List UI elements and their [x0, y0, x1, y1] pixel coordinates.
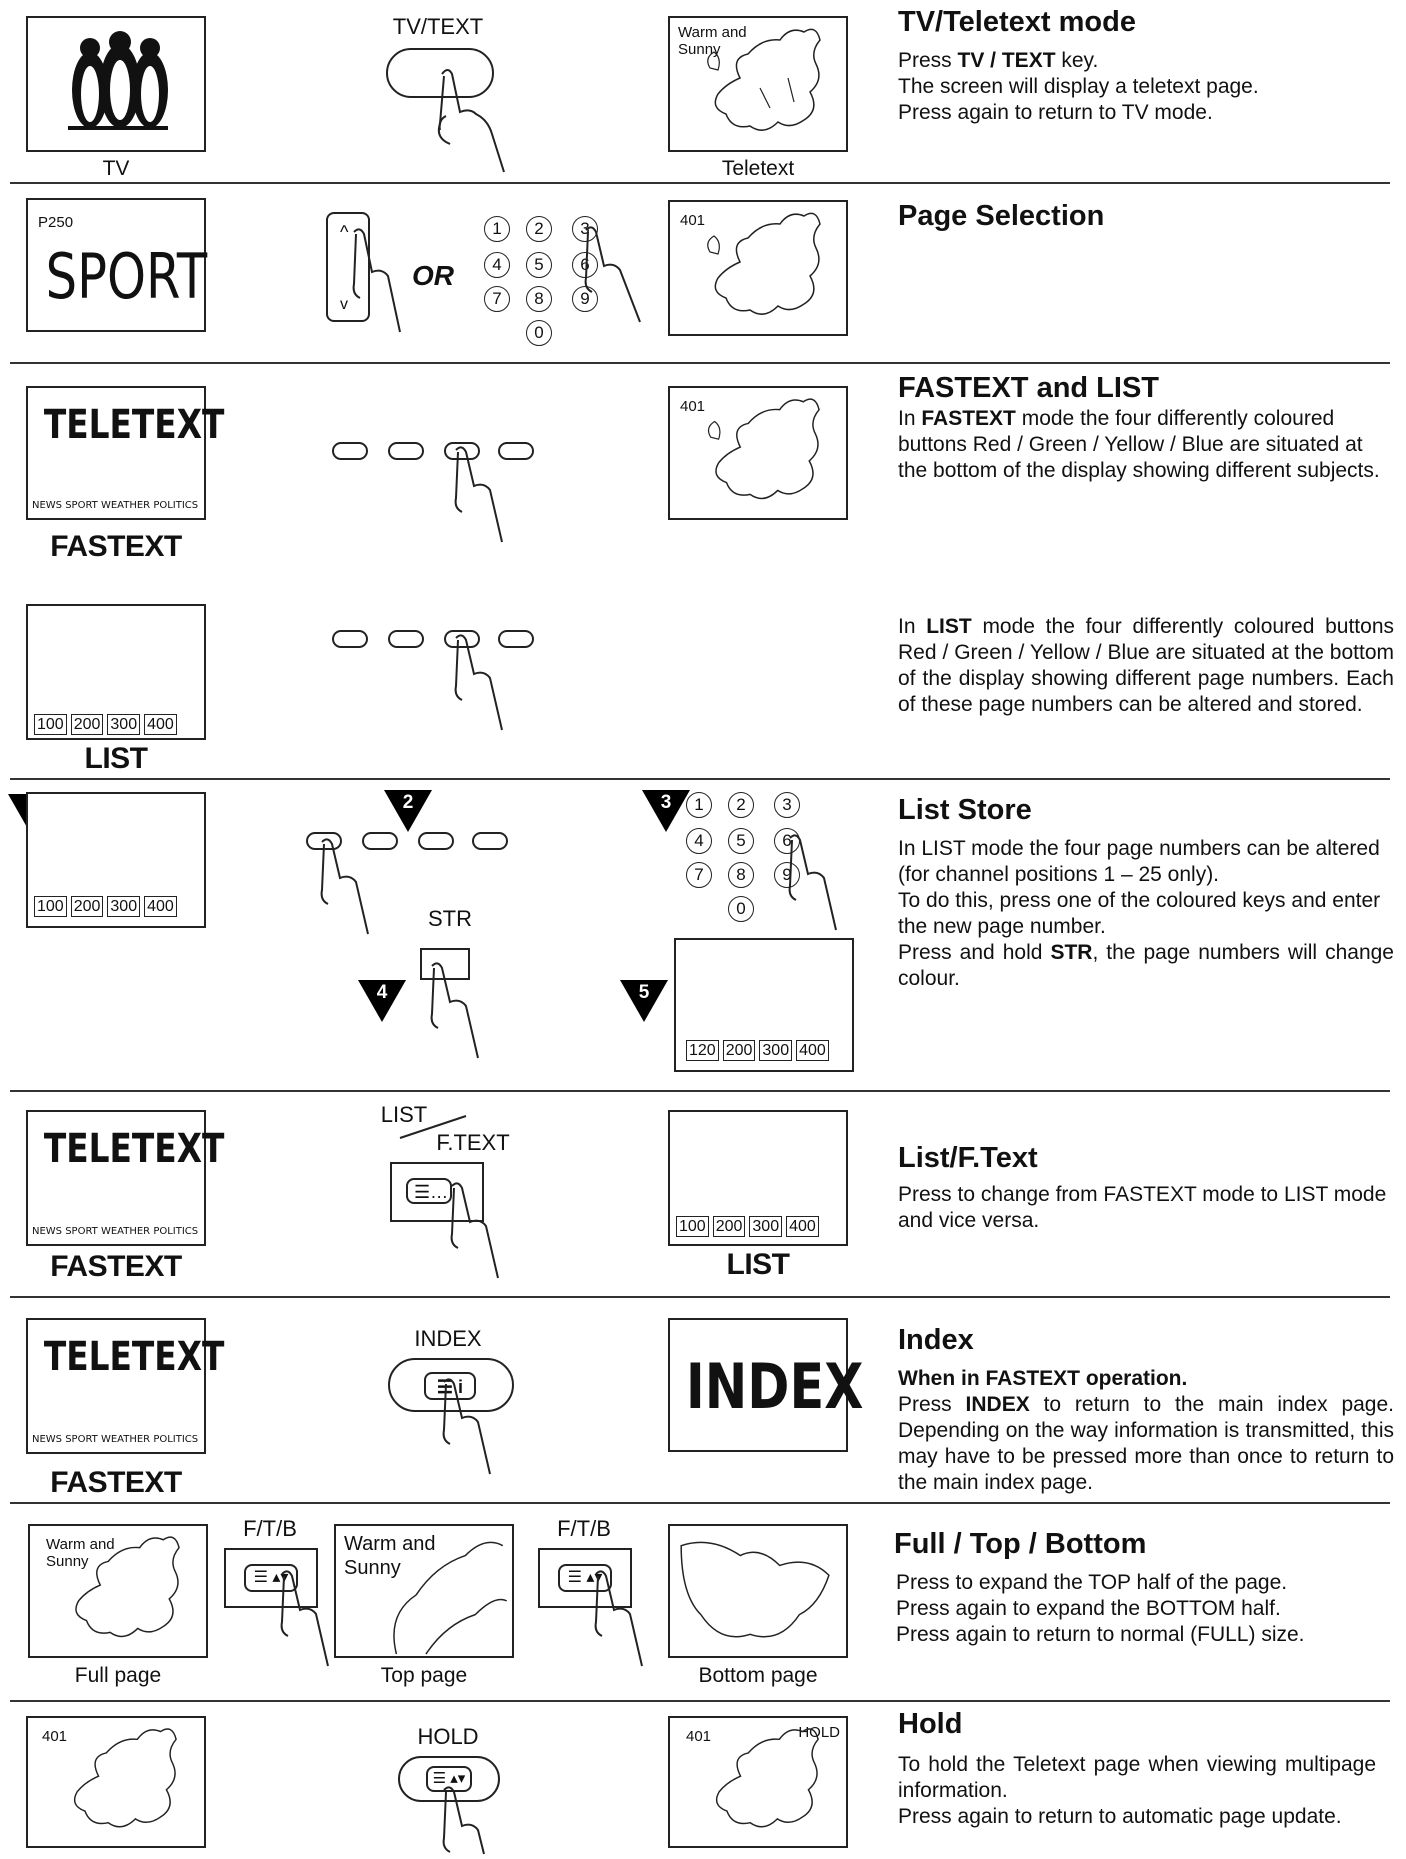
list-page-4: 400 — [144, 714, 177, 735]
list-key-icon: ☰… — [406, 1178, 452, 1204]
ftext-key-label: F.TEXT — [436, 1130, 510, 1155]
digit-key-7[interactable]: 7 — [686, 862, 712, 888]
hold-body — [898, 1752, 1376, 1830]
hand-icon — [350, 228, 410, 338]
sport-screen — [26, 198, 206, 332]
divider — [10, 1090, 1390, 1092]
digit-key-0[interactable]: 0 — [728, 896, 754, 922]
hold-screen — [668, 1716, 848, 1848]
list-page-3: 300 — [749, 1216, 782, 1237]
page-num: 401 — [680, 212, 706, 229]
digit-key-0[interactable]: 0 — [526, 320, 552, 346]
index-key-label: INDEX — [414, 1326, 482, 1351]
list-store-p3c: , the page numbers will change colour. — [898, 941, 1394, 990]
europe-map-icon — [30, 1526, 206, 1656]
digit-key-3[interactable]: 3 — [774, 792, 800, 818]
hand-icon — [786, 834, 846, 934]
digit-key-1[interactable]: 1 — [686, 792, 712, 818]
hold-title: Hold — [898, 1708, 963, 1740]
weather-text: Warm and Sunny — [46, 1536, 115, 1570]
list-text-c: mode the four differently coloured buttons Red / Green / Yellow / Blue are situated at the bottom of the display showing different page numbers. Each of these page numbers can be altered and stored. — [898, 615, 1394, 716]
page-code: P250 — [38, 214, 74, 231]
ftb-body — [896, 1570, 1392, 1648]
hand-icon — [440, 1378, 500, 1478]
or-label: OR — [412, 260, 454, 291]
page-401-screen — [668, 200, 848, 336]
fastext-caption: FASTEXT — [50, 1250, 182, 1283]
hand-icon — [278, 1570, 338, 1670]
page-selection-title: Page Selection — [898, 200, 1105, 232]
index-sub: When in FASTEXT operation. — [898, 1367, 1188, 1390]
step-number-5: 5 — [638, 982, 650, 1003]
hand-icon — [440, 1786, 490, 1856]
hold-icon: ☰ ▴▾ — [426, 1766, 472, 1792]
step-number-3: 3 — [660, 792, 672, 813]
teletext-word: TELETEXT — [43, 1334, 225, 1380]
ftb-key-label: F/T/B — [557, 1516, 611, 1541]
ftb-title: Full / Top / Bottom — [894, 1528, 1147, 1560]
new-page-2: 200 — [723, 1040, 756, 1061]
list-text-b: LIST — [926, 615, 972, 638]
tv-text-line-0c: key. — [1055, 49, 1099, 72]
teletext-screen — [668, 16, 848, 152]
list-page-4: 400 — [144, 896, 177, 917]
green-button[interactable] — [388, 630, 424, 648]
index-word: INDEX — [685, 1350, 864, 1423]
index-text-c: to return to the main index page. Depending on the way information is transmitted, this may have to be pressed more than once to return to the main index page. — [898, 1393, 1394, 1494]
ftb-line-2: Press again to return to normal (FULL) size. — [896, 1623, 1305, 1646]
fastext-title: FASTEXT and LIST — [898, 372, 1160, 404]
divider — [10, 182, 1390, 184]
digit-key-9[interactable]: 9 — [572, 286, 598, 312]
new-page-1: 120 — [686, 1040, 719, 1061]
page-num: 401 — [686, 1728, 712, 1745]
red-button[interactable] — [332, 630, 368, 648]
list-page-1: 100 — [34, 896, 67, 917]
green-button[interactable] — [388, 442, 424, 460]
ftb-icon: ☰ ▴▾ — [558, 1564, 612, 1592]
tv-text-line-0b: TV / TEXT — [957, 49, 1056, 72]
page-401-screen — [668, 386, 848, 520]
fastext-caption: FASTEXT — [50, 530, 182, 563]
list-page-2: 200 — [713, 1216, 746, 1237]
list-page-numbers — [676, 1216, 819, 1237]
index-screen — [668, 1318, 864, 1452]
hand-icon — [452, 634, 512, 734]
fastext-body — [898, 406, 1394, 484]
new-page-4: 400 — [796, 1040, 829, 1061]
hold-tag: HOLD — [798, 1724, 840, 1741]
digit-key-4[interactable]: 4 — [686, 828, 712, 854]
stored-list-screen — [674, 938, 854, 1072]
new-page-3: 300 — [759, 1040, 792, 1061]
list-ftext-body: Press to change from FASTEXT mode to LIST mode and vice versa. — [898, 1183, 1387, 1232]
teletext-caption: Teletext — [721, 157, 795, 180]
digit-key-6[interactable]: 6 — [774, 828, 800, 854]
fastext-strip: NEWS SPORT WEATHER POLITICS — [32, 500, 199, 511]
step-number-2: 2 — [402, 792, 414, 813]
list-page-numbers — [34, 896, 177, 917]
yellow-button[interactable] — [418, 832, 454, 850]
bottom-page-caption: Bottom page — [698, 1664, 818, 1687]
divider — [10, 1296, 1390, 1298]
list-store-title: List Store — [898, 794, 1032, 826]
chevron-down-icon: v — [340, 296, 348, 313]
hand-icon — [318, 838, 378, 938]
ftb-icon: ☰ ▴▾ — [244, 1564, 298, 1592]
str-key-label: STR — [428, 906, 472, 931]
list-ftext-title: List/F.Text — [898, 1142, 1038, 1174]
tv-screen — [26, 16, 206, 152]
list-page-4: 400 — [786, 1216, 819, 1237]
penguins-icon — [28, 18, 204, 150]
page-401-screen — [26, 1716, 206, 1848]
list-page-3: 300 — [107, 714, 140, 735]
blue-button[interactable] — [472, 832, 508, 850]
fastext-text-b: FASTEXT — [921, 407, 1016, 430]
list-store-p2: To do this, press one of the coloured keys and enter the new page number. — [898, 889, 1381, 938]
sport-word: SPORT — [45, 240, 208, 313]
hand-icon — [430, 64, 510, 174]
digit-key-8[interactable]: 8 — [526, 286, 552, 312]
list-page-2: 200 — [71, 896, 104, 917]
fastext-screen — [26, 1318, 225, 1454]
fastext-screen — [26, 1110, 225, 1246]
step-number-4: 4 — [376, 982, 388, 1003]
list-store-p3b: STR — [1050, 941, 1093, 964]
list-caption: LIST — [726, 1248, 790, 1281]
europe-map-icon — [670, 202, 846, 334]
europe-map-icon — [336, 1526, 512, 1656]
list-store-p3a: Press and hold — [898, 941, 1051, 964]
list-store-p1: In LIST mode the four page numbers can be altered (for channel positions 1 – 25 only). — [898, 837, 1380, 886]
fastext-strip: NEWS SPORT WEATHER POLITICS — [32, 1226, 199, 1237]
fastext-screen — [26, 386, 225, 520]
europe-map-icon — [670, 1526, 846, 1656]
divider — [10, 778, 1390, 780]
ftb-line-0: Press to expand the TOP half of the page. — [896, 1571, 1288, 1594]
top-page-caption: Top page — [380, 1664, 468, 1687]
ftb-key-label: F/T/B — [243, 1516, 297, 1541]
top-page-screen — [334, 1524, 514, 1658]
digit-key-1[interactable]: 1 — [484, 216, 510, 242]
list-page-numbers — [34, 714, 177, 735]
divider — [10, 362, 1390, 364]
hand-icon — [448, 1182, 508, 1282]
divider — [10, 1700, 1390, 1702]
fastext-text-c: mode the four differently coloured buttons Red / Green / Yellow / Blue are situated at the bottom of the display showing different subjects. — [898, 407, 1380, 482]
hold-p2: Press again to return to automatic page update. — [898, 1805, 1342, 1828]
fastext-text-a: In — [898, 407, 922, 430]
list-page-1: 100 — [676, 1216, 709, 1237]
hand-icon — [428, 962, 488, 1062]
hold-p1: To hold the Teletext page when viewing multipage information. — [898, 1753, 1376, 1802]
europe-map-icon — [28, 1718, 204, 1846]
ftb-line-1: Press again to expand the BOTTOM half. — [896, 1597, 1281, 1620]
list-screen — [26, 604, 206, 740]
tv-text-key-label: TV/TEXT — [392, 14, 484, 39]
digit-key-2[interactable]: 2 — [728, 792, 754, 818]
chevron-up-icon: ^ — [340, 222, 349, 242]
list-screen — [26, 792, 206, 928]
bottom-page-screen — [668, 1524, 848, 1658]
list-store-body — [898, 836, 1394, 992]
teletext-word: TELETEXT — [43, 402, 225, 448]
index-body — [898, 1392, 1394, 1496]
list-page-1: 100 — [34, 714, 67, 735]
digit-key-9[interactable]: 9 — [774, 862, 800, 888]
index-text-a: Press — [898, 1393, 966, 1416]
digit-key-7[interactable]: 7 — [484, 286, 510, 312]
index-title: Index — [898, 1324, 974, 1356]
list-store-p3 — [898, 940, 1394, 992]
hand-icon — [592, 1570, 652, 1670]
new-page-numbers — [686, 1040, 829, 1061]
fastext-strip: NEWS SPORT WEATHER POLITICS — [32, 1434, 199, 1445]
hand-icon — [452, 446, 512, 546]
weather-text: Warm and Sunny — [678, 24, 747, 58]
red-button[interactable] — [332, 442, 368, 460]
hand-icon — [582, 226, 652, 326]
list-page-3: 300 — [107, 896, 140, 917]
index-text-b: INDEX — [965, 1393, 1030, 1416]
full-page-caption: Full page — [74, 1664, 162, 1687]
digit-key-4[interactable]: 4 — [484, 252, 510, 278]
digit-key-8[interactable]: 8 — [728, 862, 754, 888]
digit-key-2[interactable]: 2 — [526, 216, 552, 242]
page-num: 401 — [42, 1728, 68, 1745]
list-body — [898, 614, 1394, 718]
tv-text-line-1: The screen will display a teletext page. — [898, 75, 1259, 98]
tv-text-line-0a: Press — [898, 49, 958, 72]
tv-text-line-2: Press again to return to TV mode. — [898, 101, 1213, 124]
hold-key-label: HOLD — [417, 1724, 479, 1749]
europe-map-icon — [670, 388, 846, 518]
tv-caption: TV — [102, 157, 130, 180]
digit-key-5[interactable]: 5 — [728, 828, 754, 854]
weather-text: Warm and Sunny — [344, 1533, 436, 1579]
list-text-a: In — [898, 615, 927, 638]
list-screen — [668, 1110, 848, 1246]
index-icon: ☰ i — [424, 1372, 476, 1400]
europe-map-icon — [670, 1718, 846, 1846]
digit-key-6[interactable]: 6 — [572, 252, 598, 278]
page-num: 401 — [680, 398, 706, 415]
fastext-caption: FASTEXT — [50, 1466, 182, 1499]
tv-text-title: TV/Teletext mode — [898, 6, 1136, 38]
digit-key-3[interactable]: 3 — [572, 216, 598, 242]
europe-map-icon — [670, 18, 846, 150]
tv-text-body — [898, 48, 1394, 126]
list-caption: LIST — [84, 742, 148, 775]
list-page-2: 200 — [71, 714, 104, 735]
digit-key-5[interactable]: 5 — [526, 252, 552, 278]
teletext-word: TELETEXT — [43, 1126, 225, 1172]
divider — [10, 1502, 1390, 1504]
list-key-label: LIST — [380, 1102, 428, 1127]
full-page-screen — [28, 1524, 208, 1658]
